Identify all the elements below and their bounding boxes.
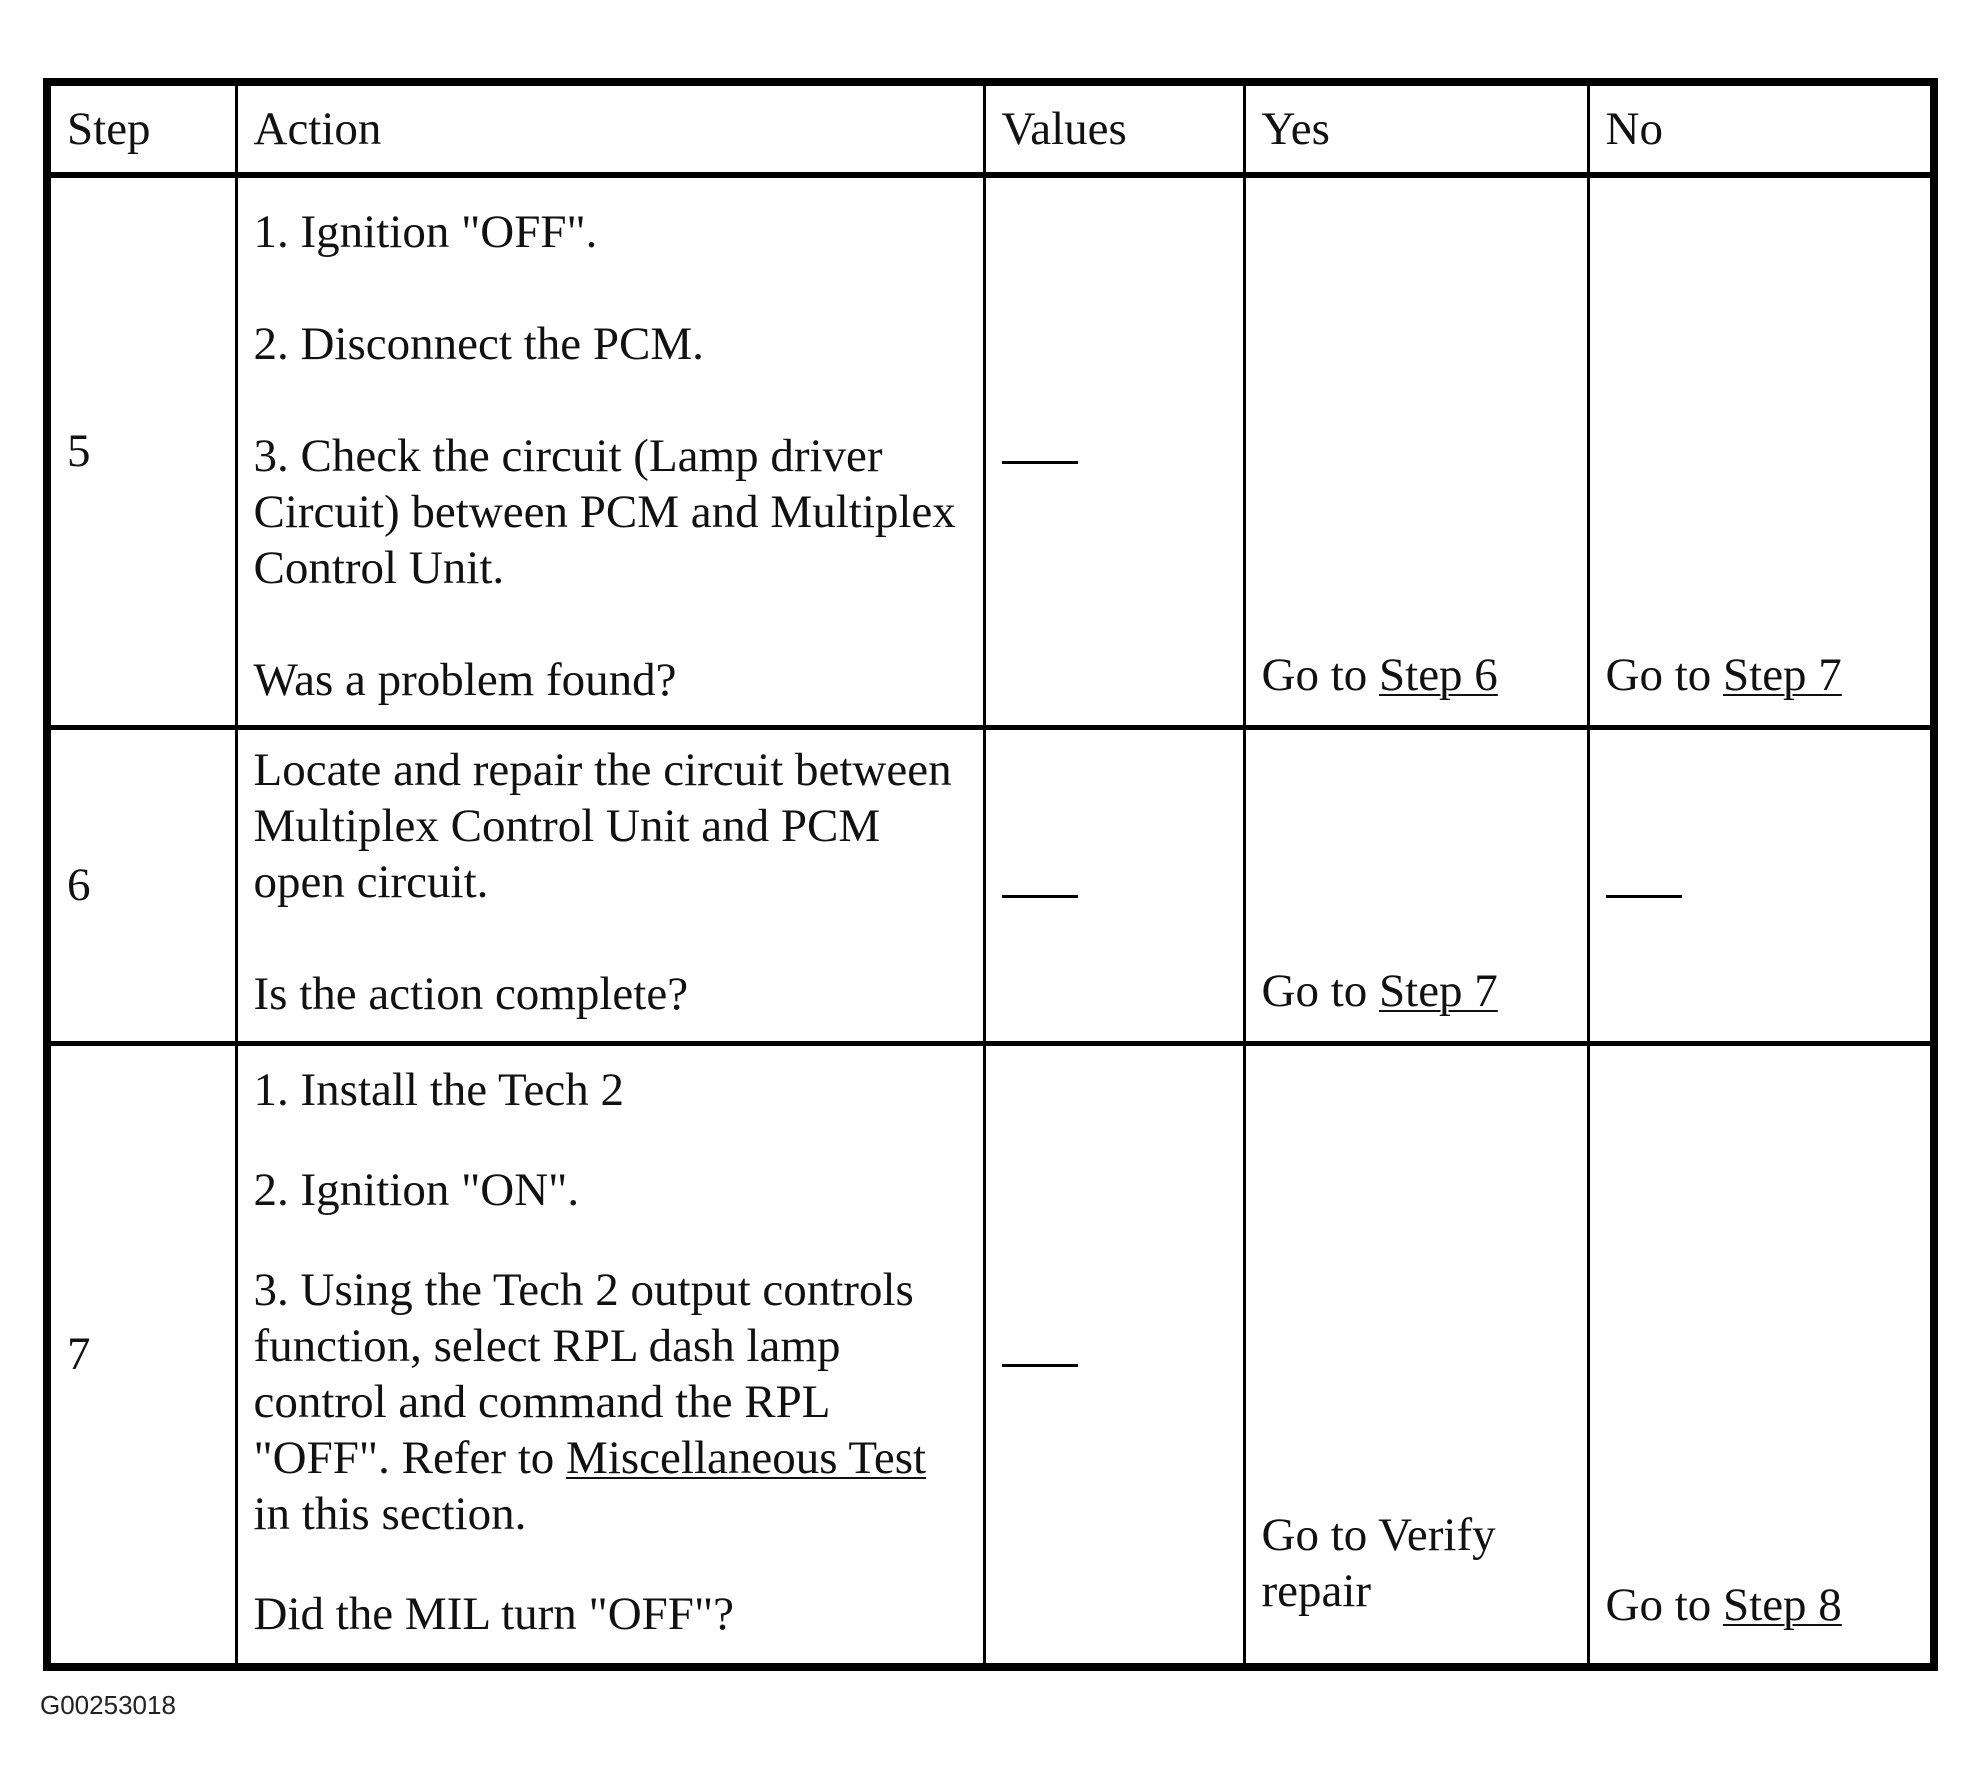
go-to-verify-repair: Go to Verify repair: [1261, 1509, 1496, 1617]
values-cell: [984, 175, 1244, 727]
header-yes: Yes: [1244, 82, 1588, 175]
go-to-step-7-link[interactable]: Step 7: [1723, 648, 1842, 701]
action-line: [254, 1262, 967, 1542]
action-text: 3. Using the Tech 2 output controls function, select RPL dash lamp control and command the RPL "OFF". Refer to: [253, 1263, 914, 1484]
values-cell: [984, 727, 1244, 1043]
action-line: 3. Check the circuit (Lamp driver Circuit) between PCM and Multiplex Control Unit.: [253, 430, 956, 594]
no-cell: [1588, 1043, 1934, 1667]
go-to-step-8-link[interactable]: Step 8: [1723, 1579, 1842, 1631]
header-values: Values: [984, 82, 1244, 175]
blank-value-dash: [1002, 1364, 1078, 1367]
action-question: Did the MIL turn "OFF"?: [253, 1587, 734, 1640]
action-line: 1. Ignition "OFF".: [253, 206, 598, 258]
action-question: Was a problem found?: [253, 654, 677, 706]
action-question: Is the action complete?: [253, 967, 689, 1020]
action-cell: [236, 1043, 984, 1667]
yes-prefix: Go to: [1261, 964, 1379, 1017]
action-line: Locate and repair the circuit between Multiplex Control Unit and PCM open circuit.: [253, 743, 952, 908]
values-cell: [984, 1043, 1244, 1667]
table-row-step-7: [47, 1043, 1934, 1667]
table-row-step-6: [47, 727, 1934, 1043]
yes-prefix: Go to: [1261, 648, 1379, 701]
blank-no-dash: [1606, 895, 1682, 898]
action-line: 2. Disconnect the PCM.: [253, 318, 704, 370]
action-text: in this section.: [253, 1487, 527, 1540]
action-cell: [236, 727, 984, 1043]
action-line: 2. Ignition "ON".: [253, 1163, 580, 1216]
no-prefix: Go to: [1605, 648, 1723, 701]
figure-id-caption: G00253018: [40, 1690, 176, 1720]
diagnostic-step-table: [43, 78, 1938, 1671]
step-number: 5: [47, 175, 236, 727]
go-to-step-6-link[interactable]: Step 6: [1379, 648, 1498, 701]
step-number: 7: [47, 1043, 236, 1667]
table-header-row: [47, 82, 1934, 175]
header-no: No: [1588, 82, 1934, 175]
step-number: 6: [47, 727, 236, 1043]
action-cell: [236, 175, 984, 727]
blank-value-dash: [1002, 461, 1078, 464]
no-prefix: Go to: [1605, 1579, 1723, 1631]
action-line: 1. Install the Tech 2: [253, 1063, 624, 1116]
blank-value-dash: [1002, 895, 1078, 898]
header-action: Action: [236, 82, 984, 175]
table-row-step-5: [47, 175, 1934, 727]
go-to-step-7-link[interactable]: Step 7: [1379, 964, 1498, 1017]
header-step: Step: [47, 82, 236, 175]
miscellaneous-test-link[interactable]: Miscellaneous Test: [566, 1431, 927, 1484]
yes-cell: [1244, 175, 1588, 727]
yes-cell: [1244, 1043, 1588, 1667]
yes-cell: [1244, 727, 1588, 1043]
no-cell: [1588, 727, 1934, 1043]
no-cell: [1588, 175, 1934, 727]
